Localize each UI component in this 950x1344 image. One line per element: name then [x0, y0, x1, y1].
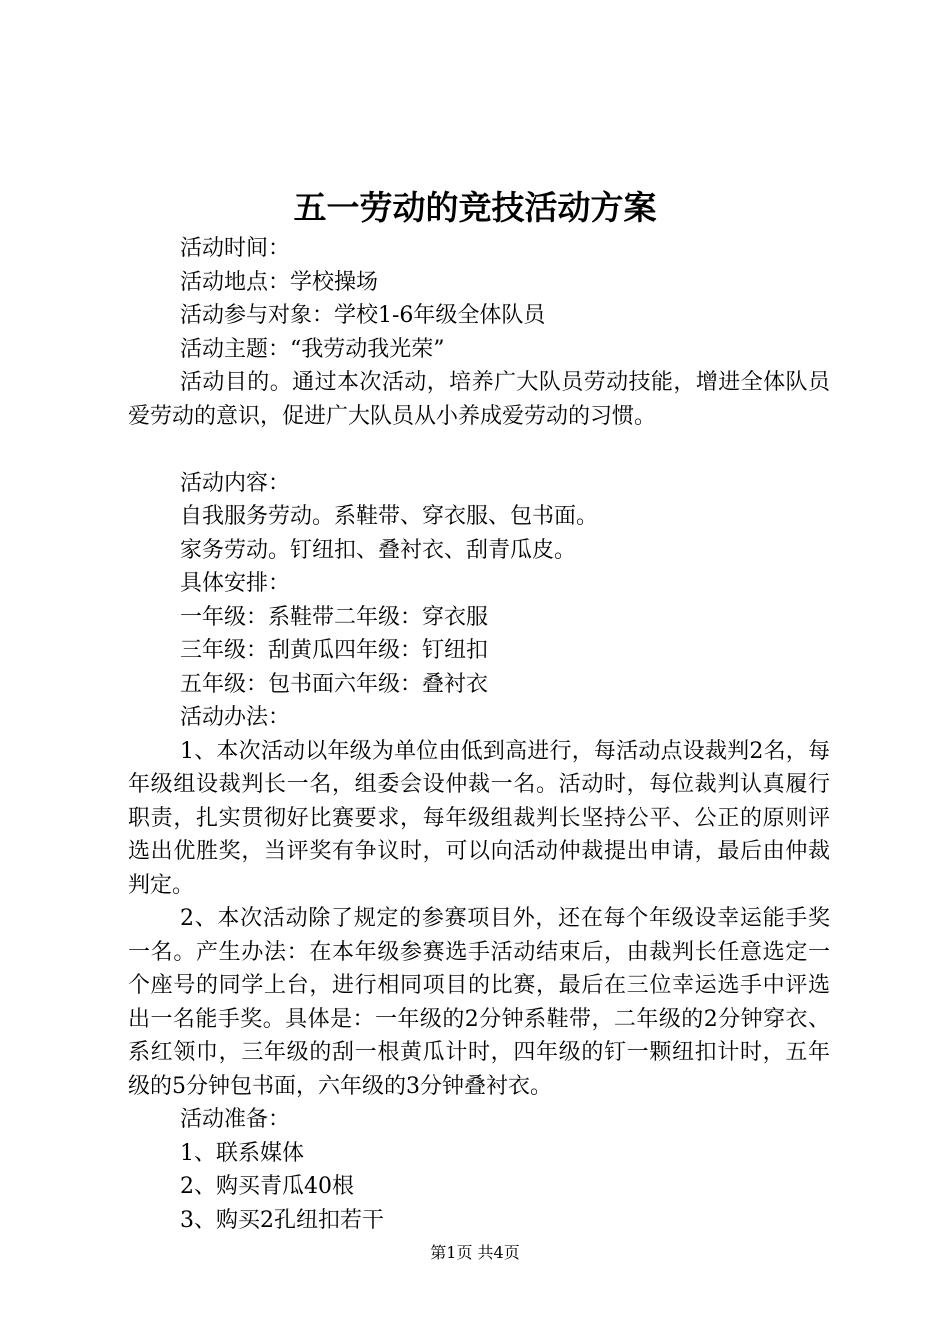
method-2-paragraph: 2、本次活动除了规定的参赛项目外，还在每个年级设幸运能手奖一名。产生办法：在本年级参赛选手活动结束后，由裁判长任意选定一个座号的同学上台，进行相同项目的比赛，最后在三位幸运选手中评选出一名能手奖。具体是：一年级的2分钟系鞋带，二年级的2分钟穿衣、系红领巾，三年级的刮一根黄瓜计时，四年级的钉一颗纽扣计时，五年级的5分钟包书面，六年级的3分钟叠衬衣。	[128, 906, 830, 1099]
activity-participants-line: 活动参与对象：学校1-6年级全体队员	[180, 303, 546, 328]
activity-content-heading: 活动内容：	[180, 470, 291, 496]
self-service-labor-line: 自我服务劳动。系鞋带、穿衣服、包书面。	[180, 504, 599, 529]
page-footer: 第1页 共4页	[430, 1243, 520, 1262]
activity-theme-line: 活动主题：“我劳动我光荣”	[180, 336, 445, 362]
housework-labor-line: 家务劳动。钉纽扣、叠衬衣、刮青瓜皮。	[180, 537, 577, 563]
preparation-item-2: 2、购买青瓜40根	[180, 1174, 354, 1199]
preparation-item-1: 1、联系媒体	[180, 1140, 304, 1166]
activity-time-line: 活动时间：	[180, 236, 291, 261]
document-title: 五一劳动的竞技活动方案	[293, 188, 657, 227]
arrangement-heading: 具体安排：	[180, 571, 291, 596]
grade-1-2-line: 一年级：系鞋带二年级：穿衣服	[180, 604, 489, 630]
activity-purpose-paragraph: 活动目的。通过本次活动，培养广大队员劳动技能，增进全体队员爱劳动的意识，促进广大队员从小养成爱劳动的习惯。	[128, 370, 830, 429]
document-body	[128, 232, 830, 1237]
preparation-heading: 活动准备：	[180, 1107, 291, 1132]
blank-line	[128, 433, 830, 467]
grade-5-6-line: 五年级：包书面六年级：叠衬衣	[180, 671, 489, 697]
preparation-item-3: 3、购买2孔纽扣若干	[180, 1207, 384, 1233]
method-heading: 活动办法：	[180, 705, 291, 730]
grade-3-4-line: 三年级：刮黄瓜四年级：钉纽扣	[180, 638, 489, 663]
method-1-paragraph: 1、本次活动以年级为单位由低到高进行，每活动点设裁判2名，每年级组设裁判长一名，组委会设仲裁一名。活动时，每位裁判认真履行职责，扎实贯彻好比赛要求，每年级组裁判长坚持公平、公正的原则评选出优胜奖，当评奖有争议时，可以向活动仲裁提出申请，最后由仲裁判定。	[128, 738, 830, 898]
activity-place-line: 活动地点：学校操场	[180, 269, 379, 295]
